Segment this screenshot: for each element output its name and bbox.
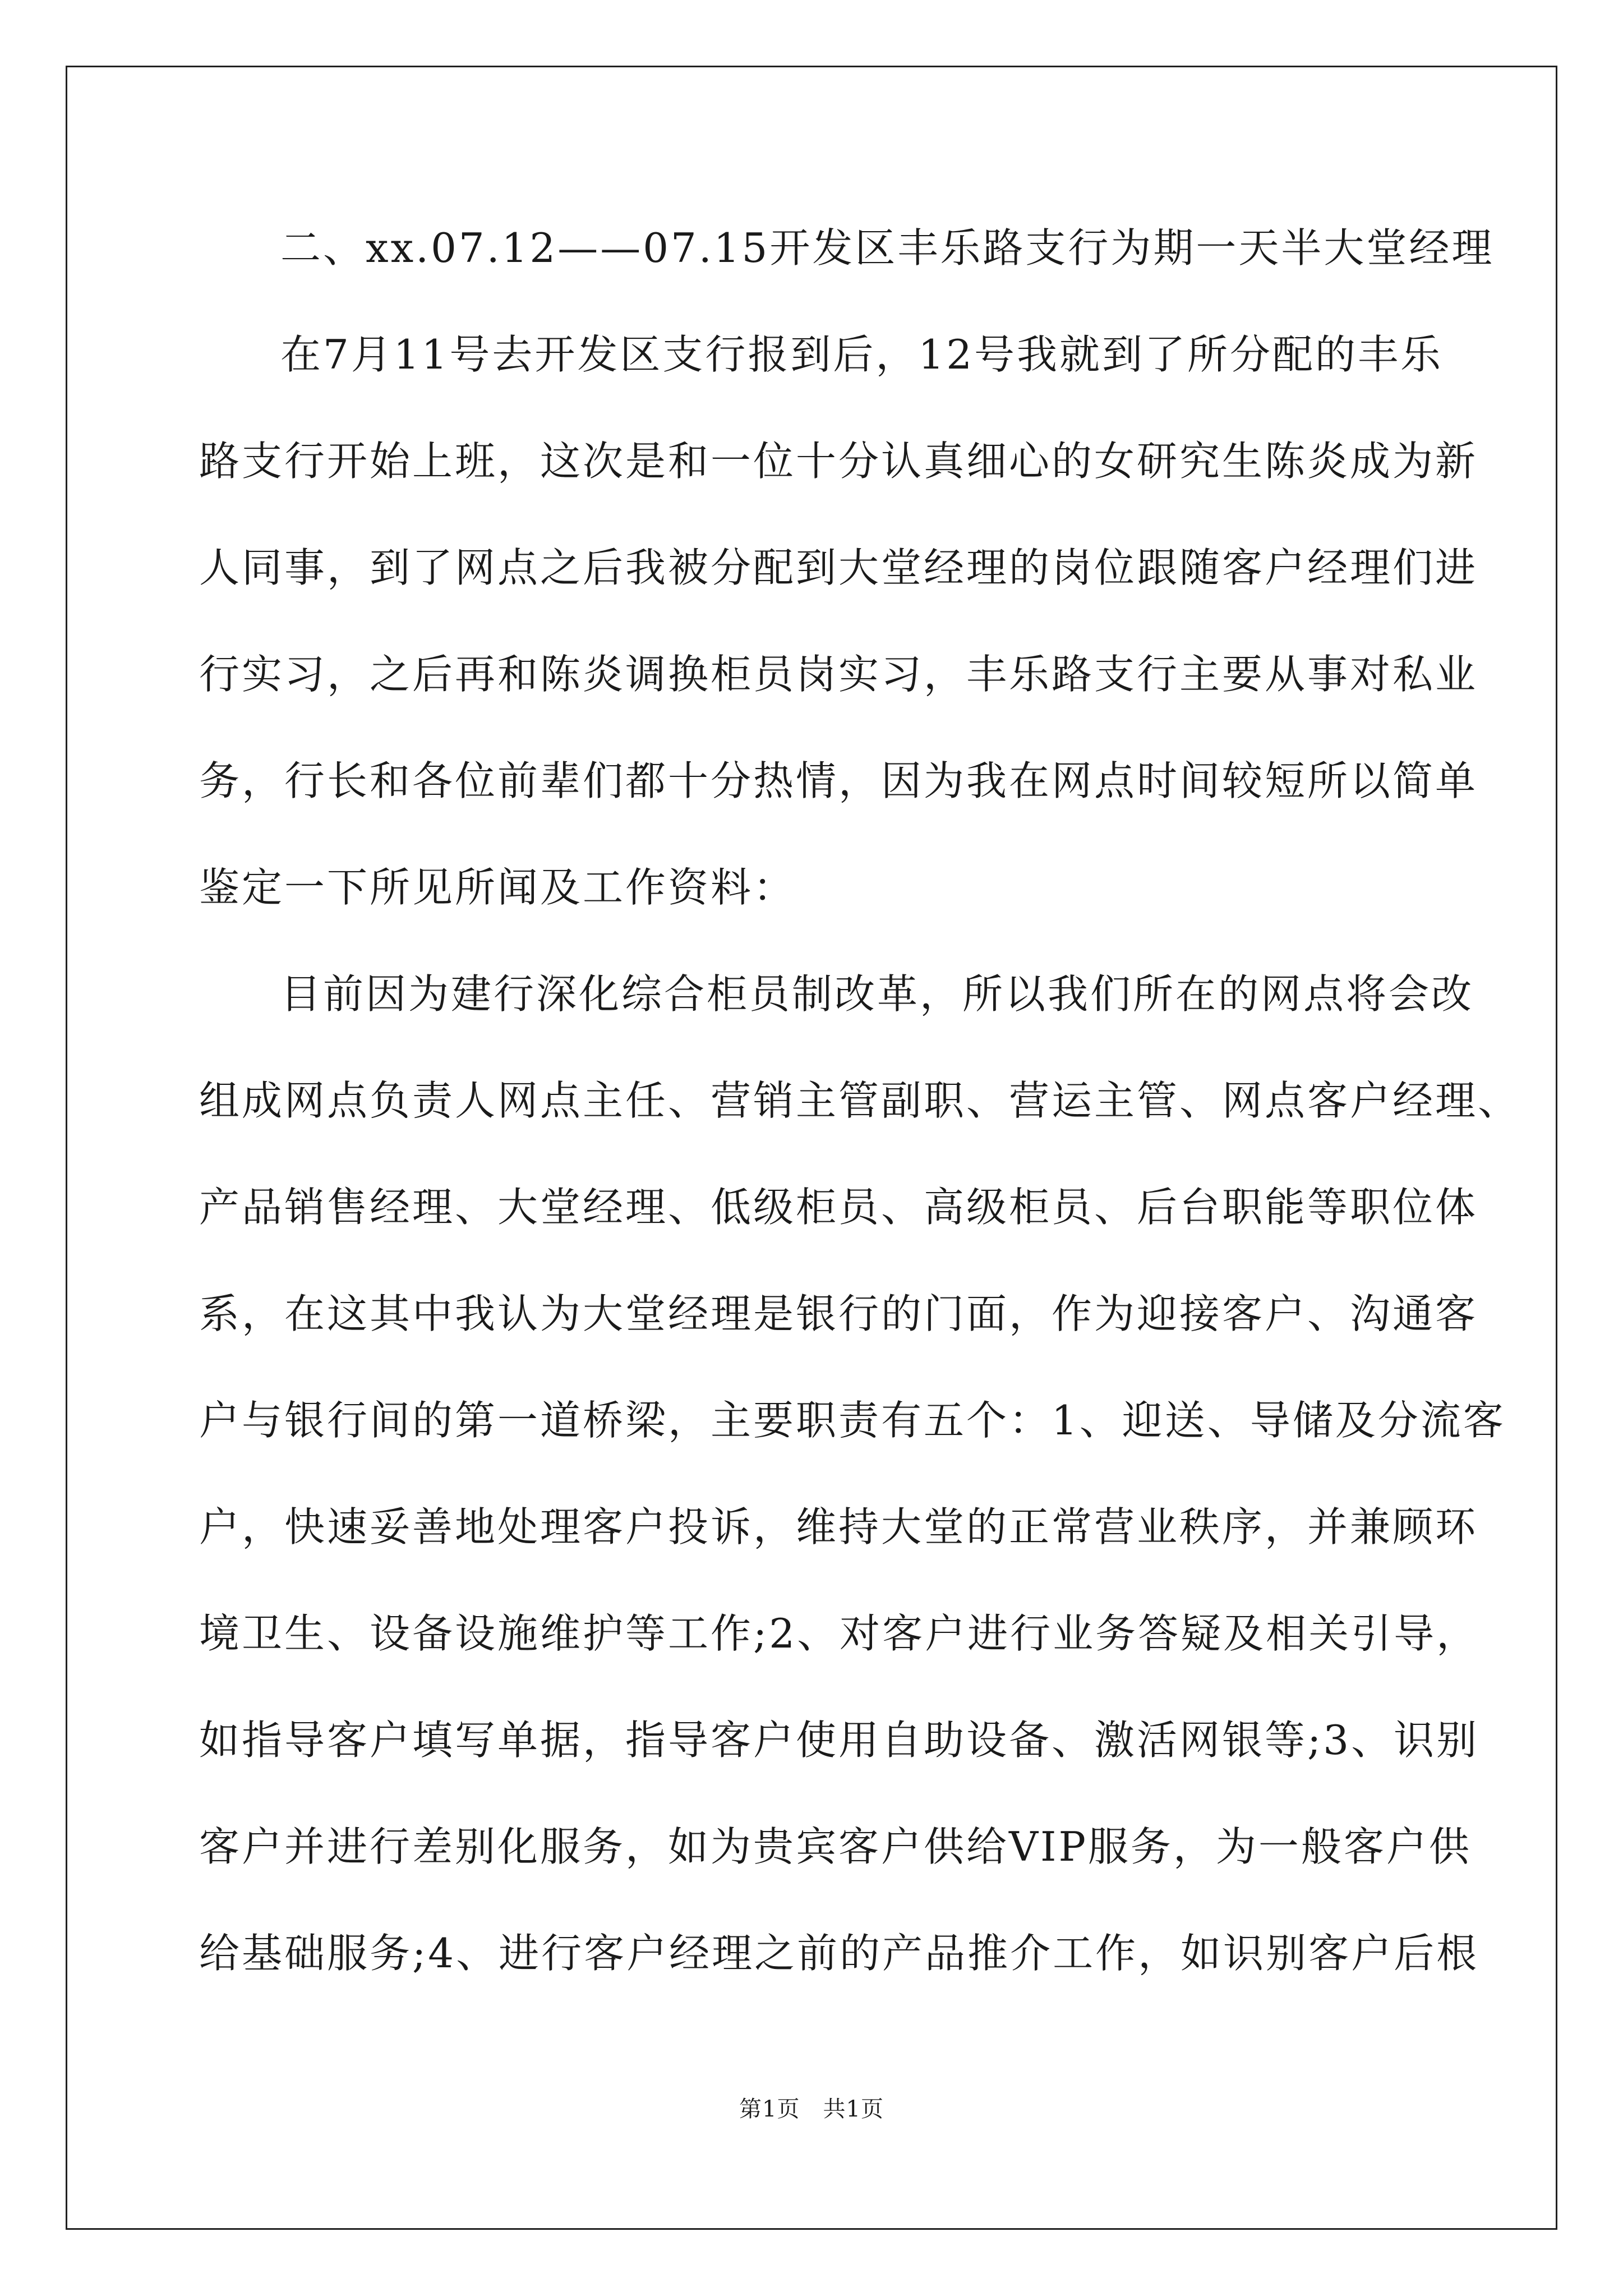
document-body (199, 222, 1521, 2033)
paragraph-line: 客户并进行差别化服务，如为贵宾客户供给VIP服务，为一般客户供 (199, 1823, 1472, 1870)
paragraph-line: 给基础服务;4、进行客户经理之前的产品推介工作，如识别客户后根 (199, 1930, 1479, 1977)
paragraph-line: 路支行开始上班，这次是和一位十分认真细心的女研究生陈炎成为新 (199, 438, 1478, 485)
paragraph-line: 鉴定一下所见所闻及工作资料： (199, 864, 796, 911)
paragraph-line: 人同事，到了网点之后我被分配到大堂经理的岗位跟随客户经理们进 (199, 544, 1478, 591)
paragraph-line: 组成网点负责人网点主任、营销主管副职、营运主管、网点客户经理、 (199, 1077, 1521, 1124)
paragraph-line: 在7月11号去开发区支行报到后，12号我就到了所分配的丰乐 (280, 331, 1444, 378)
paragraph-line: 产品销售经理、大堂经理、低级柜员、高级柜员、后台职能等职位体 (199, 1184, 1478, 1231)
paragraph-line: 务，行长和各位前辈们都十分热情，因为我在网点时间较短所以简单 (199, 757, 1478, 804)
paragraph-line: 系，在这其中我认为大堂经理是银行的门面，作为迎接客户、沟通客 (199, 1290, 1478, 1337)
page-footer: 第1页 共1页 (739, 2096, 884, 2122)
paragraph-line: 行实习，之后再和陈炎调换柜员岗实习，丰乐路支行主要从事对私业 (199, 651, 1478, 698)
paragraph-line: 如指导客户填写单据，指导客户使用自助设备、激活网银等;3、识别 (199, 1717, 1479, 1764)
paragraph-line: 目前因为建行深化综合柜员制改革，所以我们所在的网点将会改 (280, 970, 1474, 1018)
paragraph-line: 户，快速妥善地处理客户投诉，维持大堂的正常营业秩序，并兼顾环 (199, 1503, 1478, 1550)
paragraph-line: 境卫生、设备设施维护等工作;2、对客户进行业务答疑及相关引导， (199, 1610, 1479, 1657)
section-heading: 二、xx.07.12——07.15开发区丰乐路支行为期一天半大堂经理 (280, 224, 1495, 272)
paragraph-line: 户与银行间的第一道桥梁，主要职责有五个：1、迎送、导储及分流客 (199, 1397, 1506, 1444)
